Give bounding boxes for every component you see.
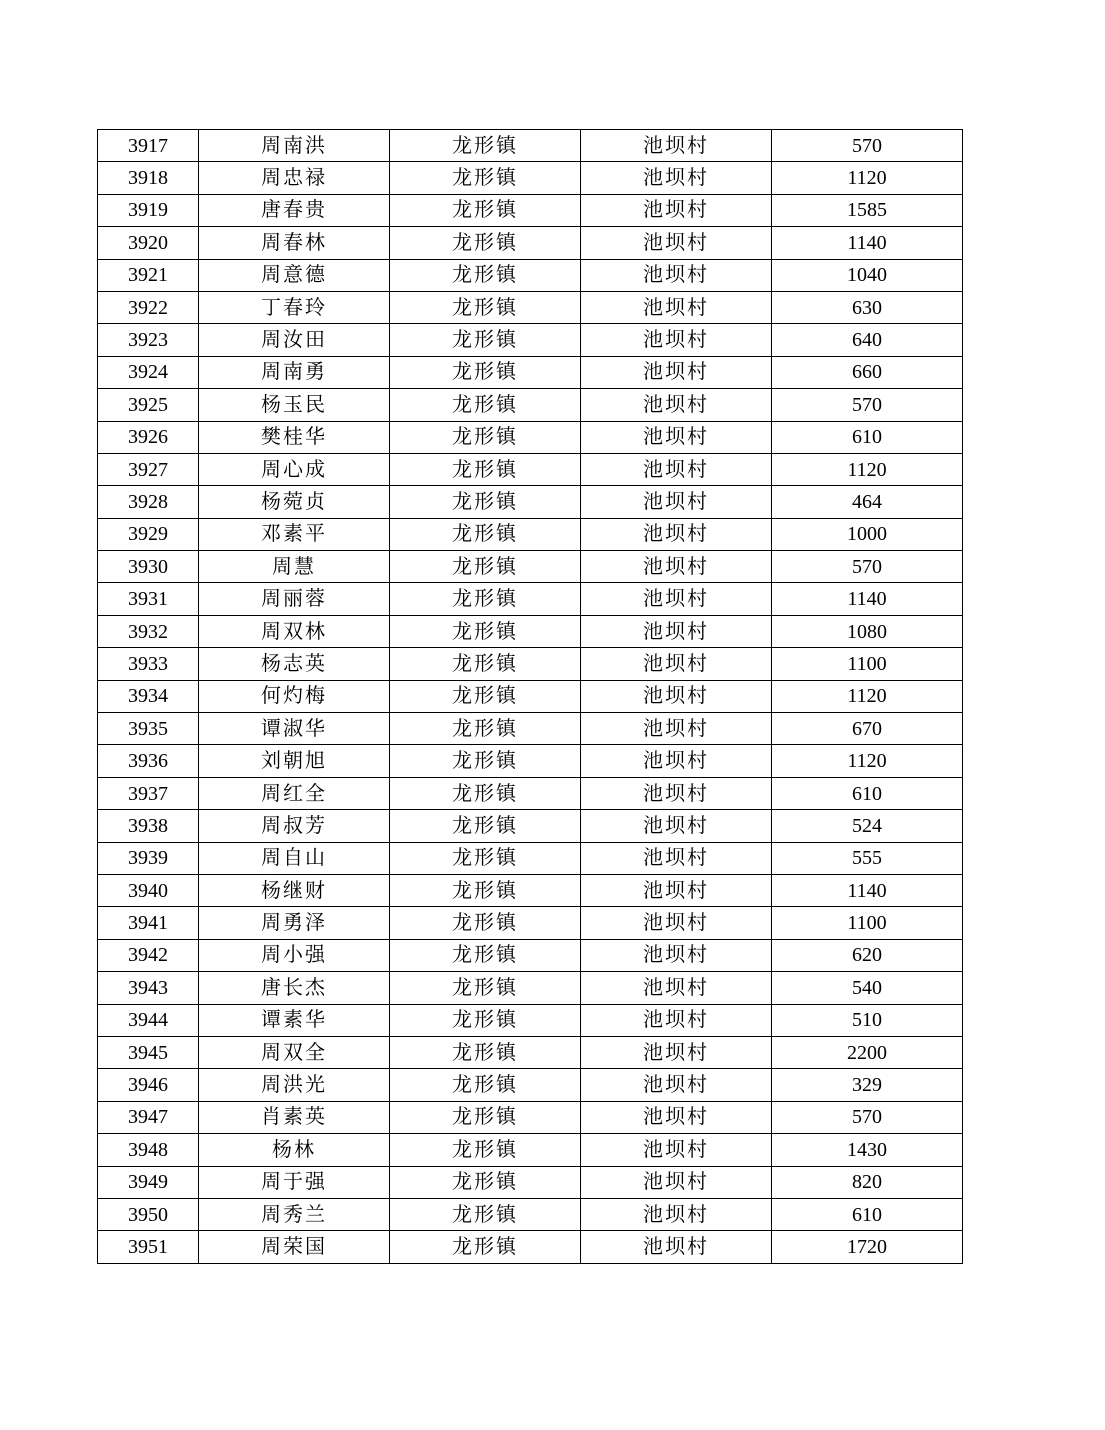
village-cell: 池坝村: [581, 874, 772, 906]
table-row: [98, 1198, 963, 1230]
person-name-cell: 杨玉民: [199, 389, 390, 421]
village-cell: 池坝村: [581, 1069, 772, 1101]
town-cell: 龙形镇: [390, 1198, 581, 1230]
amount-cell: 329: [772, 1069, 963, 1101]
person-name-cell: 周心成: [199, 453, 390, 485]
village-cell: 池坝村: [581, 518, 772, 550]
town-cell: 龙形镇: [390, 842, 581, 874]
village-cell: 池坝村: [581, 291, 772, 323]
amount-cell: 630: [772, 291, 963, 323]
village-cell: 池坝村: [581, 162, 772, 194]
table-row: [98, 518, 963, 550]
village-cell: 池坝村: [581, 1134, 772, 1166]
amount-cell: 524: [772, 810, 963, 842]
town-cell: 龙形镇: [390, 745, 581, 777]
amount-cell: 570: [772, 1101, 963, 1133]
records-body: [98, 130, 963, 1264]
town-cell: 龙形镇: [390, 1134, 581, 1166]
table-row: [98, 130, 963, 162]
record-number-cell: 3951: [98, 1231, 199, 1263]
table-row: [98, 1004, 963, 1036]
record-number-cell: 3925: [98, 389, 199, 421]
record-number-cell: 3942: [98, 939, 199, 971]
town-cell: 龙形镇: [390, 324, 581, 356]
table-row: [98, 810, 963, 842]
person-name-cell: 周南洪: [199, 130, 390, 162]
table-row: [98, 680, 963, 712]
record-number-cell: 3922: [98, 291, 199, 323]
town-cell: 龙形镇: [390, 518, 581, 550]
village-cell: 池坝村: [581, 1198, 772, 1230]
amount-cell: 640: [772, 324, 963, 356]
record-number-cell: 3919: [98, 194, 199, 226]
village-cell: 池坝村: [581, 939, 772, 971]
town-cell: 龙形镇: [390, 389, 581, 421]
table-row: [98, 648, 963, 680]
town-cell: 龙形镇: [390, 1101, 581, 1133]
record-number-cell: 3943: [98, 972, 199, 1004]
amount-cell: 1140: [772, 227, 963, 259]
amount-cell: 1040: [772, 259, 963, 291]
record-number-cell: 3923: [98, 324, 199, 356]
town-cell: 龙形镇: [390, 810, 581, 842]
record-number-cell: 3945: [98, 1036, 199, 1068]
record-number-cell: 3931: [98, 583, 199, 615]
record-number-cell: 3947: [98, 1101, 199, 1133]
person-name-cell: 肖素英: [199, 1101, 390, 1133]
records-table: [97, 129, 963, 1264]
person-name-cell: 刘朝旭: [199, 745, 390, 777]
amount-cell: 610: [772, 421, 963, 453]
table-row: [98, 1231, 963, 1263]
person-name-cell: 周洪光: [199, 1069, 390, 1101]
village-cell: 池坝村: [581, 745, 772, 777]
village-cell: 池坝村: [581, 1004, 772, 1036]
amount-cell: 1720: [772, 1231, 963, 1263]
village-cell: 池坝村: [581, 777, 772, 809]
person-name-cell: 谭淑华: [199, 713, 390, 745]
village-cell: 池坝村: [581, 194, 772, 226]
person-name-cell: 唐春贵: [199, 194, 390, 226]
town-cell: 龙形镇: [390, 356, 581, 388]
table-row: [98, 194, 963, 226]
table-row: [98, 291, 963, 323]
town-cell: 龙形镇: [390, 939, 581, 971]
person-name-cell: 周自山: [199, 842, 390, 874]
amount-cell: 1120: [772, 680, 963, 712]
village-cell: 池坝村: [581, 227, 772, 259]
amount-cell: 570: [772, 551, 963, 583]
amount-cell: 1120: [772, 453, 963, 485]
record-number-cell: 3937: [98, 777, 199, 809]
amount-cell: 510: [772, 1004, 963, 1036]
table-row: [98, 939, 963, 971]
person-name-cell: 周秀兰: [199, 1198, 390, 1230]
person-name-cell: 邓素平: [199, 518, 390, 550]
village-cell: 池坝村: [581, 810, 772, 842]
town-cell: 龙形镇: [390, 162, 581, 194]
record-number-cell: 3938: [98, 810, 199, 842]
amount-cell: 1000: [772, 518, 963, 550]
village-cell: 池坝村: [581, 907, 772, 939]
record-number-cell: 3932: [98, 615, 199, 647]
village-cell: 池坝村: [581, 1036, 772, 1068]
table-row: [98, 842, 963, 874]
amount-cell: 2200: [772, 1036, 963, 1068]
table-row: [98, 1036, 963, 1068]
person-name-cell: 周双全: [199, 1036, 390, 1068]
village-cell: 池坝村: [581, 972, 772, 1004]
table-row: [98, 615, 963, 647]
record-number-cell: 3926: [98, 421, 199, 453]
amount-cell: 670: [772, 713, 963, 745]
table-row: [98, 356, 963, 388]
village-cell: 池坝村: [581, 324, 772, 356]
person-name-cell: 周慧: [199, 551, 390, 583]
town-cell: 龙形镇: [390, 130, 581, 162]
table-row: [98, 227, 963, 259]
record-number-cell: 3918: [98, 162, 199, 194]
village-cell: 池坝村: [581, 842, 772, 874]
record-number-cell: 3935: [98, 713, 199, 745]
person-name-cell: 周荣国: [199, 1231, 390, 1263]
town-cell: 龙形镇: [390, 1004, 581, 1036]
town-cell: 龙形镇: [390, 259, 581, 291]
village-cell: 池坝村: [581, 486, 772, 518]
table-row: [98, 259, 963, 291]
town-cell: 龙形镇: [390, 648, 581, 680]
table-row: [98, 389, 963, 421]
town-cell: 龙形镇: [390, 291, 581, 323]
person-name-cell: 何灼梅: [199, 680, 390, 712]
record-number-cell: 3934: [98, 680, 199, 712]
person-name-cell: 谭素华: [199, 1004, 390, 1036]
person-name-cell: 杨菀贞: [199, 486, 390, 518]
person-name-cell: 周双林: [199, 615, 390, 647]
village-cell: 池坝村: [581, 713, 772, 745]
table-row: [98, 551, 963, 583]
village-cell: 池坝村: [581, 1231, 772, 1263]
person-name-cell: 丁春玲: [199, 291, 390, 323]
table-row: [98, 874, 963, 906]
person-name-cell: 周叔芳: [199, 810, 390, 842]
table-row: [98, 1166, 963, 1198]
village-cell: 池坝村: [581, 551, 772, 583]
town-cell: 龙形镇: [390, 583, 581, 615]
town-cell: 龙形镇: [390, 615, 581, 647]
record-number-cell: 3939: [98, 842, 199, 874]
record-number-cell: 3929: [98, 518, 199, 550]
town-cell: 龙形镇: [390, 1036, 581, 1068]
amount-cell: 610: [772, 777, 963, 809]
person-name-cell: 唐长杰: [199, 972, 390, 1004]
village-cell: 池坝村: [581, 648, 772, 680]
village-cell: 池坝村: [581, 1166, 772, 1198]
town-cell: 龙形镇: [390, 1069, 581, 1101]
person-name-cell: 樊桂华: [199, 421, 390, 453]
person-name-cell: 周南勇: [199, 356, 390, 388]
village-cell: 池坝村: [581, 583, 772, 615]
table-row: [98, 907, 963, 939]
village-cell: 池坝村: [581, 615, 772, 647]
person-name-cell: 周忠禄: [199, 162, 390, 194]
record-number-cell: 3936: [98, 745, 199, 777]
town-cell: 龙形镇: [390, 486, 581, 518]
amount-cell: 1100: [772, 907, 963, 939]
town-cell: 龙形镇: [390, 907, 581, 939]
village-cell: 池坝村: [581, 356, 772, 388]
record-number-cell: 3930: [98, 551, 199, 583]
amount-cell: 620: [772, 939, 963, 971]
table-row: [98, 1069, 963, 1101]
amount-cell: 464: [772, 486, 963, 518]
amount-cell: 570: [772, 130, 963, 162]
table-row: [98, 421, 963, 453]
person-name-cell: 周汝田: [199, 324, 390, 356]
record-number-cell: 3940: [98, 874, 199, 906]
table-row: [98, 713, 963, 745]
village-cell: 池坝村: [581, 1101, 772, 1133]
town-cell: 龙形镇: [390, 972, 581, 1004]
record-number-cell: 3944: [98, 1004, 199, 1036]
amount-cell: 1140: [772, 874, 963, 906]
table-row: [98, 453, 963, 485]
table-row: [98, 777, 963, 809]
town-cell: 龙形镇: [390, 713, 581, 745]
person-name-cell: 周春林: [199, 227, 390, 259]
person-name-cell: 杨继财: [199, 874, 390, 906]
record-number-cell: 3949: [98, 1166, 199, 1198]
amount-cell: 1120: [772, 162, 963, 194]
town-cell: 龙形镇: [390, 227, 581, 259]
village-cell: 池坝村: [581, 453, 772, 485]
village-cell: 池坝村: [581, 680, 772, 712]
table-row: [98, 1101, 963, 1133]
person-name-cell: 周勇泽: [199, 907, 390, 939]
town-cell: 龙形镇: [390, 680, 581, 712]
amount-cell: 555: [772, 842, 963, 874]
record-number-cell: 3941: [98, 907, 199, 939]
amount-cell: 1140: [772, 583, 963, 615]
person-name-cell: 周丽蓉: [199, 583, 390, 615]
record-number-cell: 3950: [98, 1198, 199, 1230]
town-cell: 龙形镇: [390, 1231, 581, 1263]
amount-cell: 1080: [772, 615, 963, 647]
record-number-cell: 3924: [98, 356, 199, 388]
town-cell: 龙形镇: [390, 777, 581, 809]
person-name-cell: 杨林: [199, 1134, 390, 1166]
person-name-cell: 周意德: [199, 259, 390, 291]
town-cell: 龙形镇: [390, 551, 581, 583]
town-cell: 龙形镇: [390, 453, 581, 485]
record-number-cell: 3927: [98, 453, 199, 485]
record-number-cell: 3933: [98, 648, 199, 680]
table-row: [98, 583, 963, 615]
village-cell: 池坝村: [581, 130, 772, 162]
amount-cell: 570: [772, 389, 963, 421]
town-cell: 龙形镇: [390, 421, 581, 453]
table-row: [98, 745, 963, 777]
table-row: [98, 486, 963, 518]
table-row: [98, 162, 963, 194]
amount-cell: 660: [772, 356, 963, 388]
record-number-cell: 3928: [98, 486, 199, 518]
person-name-cell: 周于强: [199, 1166, 390, 1198]
table-row: [98, 324, 963, 356]
village-cell: 池坝村: [581, 421, 772, 453]
village-cell: 池坝村: [581, 259, 772, 291]
town-cell: 龙形镇: [390, 1166, 581, 1198]
table-row: [98, 1134, 963, 1166]
amount-cell: 1100: [772, 648, 963, 680]
person-name-cell: 周红全: [199, 777, 390, 809]
village-cell: 池坝村: [581, 389, 772, 421]
amount-cell: 820: [772, 1166, 963, 1198]
person-name-cell: 杨志英: [199, 648, 390, 680]
record-number-cell: 3920: [98, 227, 199, 259]
amount-cell: 1430: [772, 1134, 963, 1166]
record-number-cell: 3946: [98, 1069, 199, 1101]
record-number-cell: 3921: [98, 259, 199, 291]
amount-cell: 540: [772, 972, 963, 1004]
amount-cell: 1585: [772, 194, 963, 226]
person-name-cell: 周小强: [199, 939, 390, 971]
town-cell: 龙形镇: [390, 874, 581, 906]
amount-cell: 1120: [772, 745, 963, 777]
record-number-cell: 3917: [98, 130, 199, 162]
table-row: [98, 972, 963, 1004]
amount-cell: 610: [772, 1198, 963, 1230]
record-number-cell: 3948: [98, 1134, 199, 1166]
town-cell: 龙形镇: [390, 194, 581, 226]
